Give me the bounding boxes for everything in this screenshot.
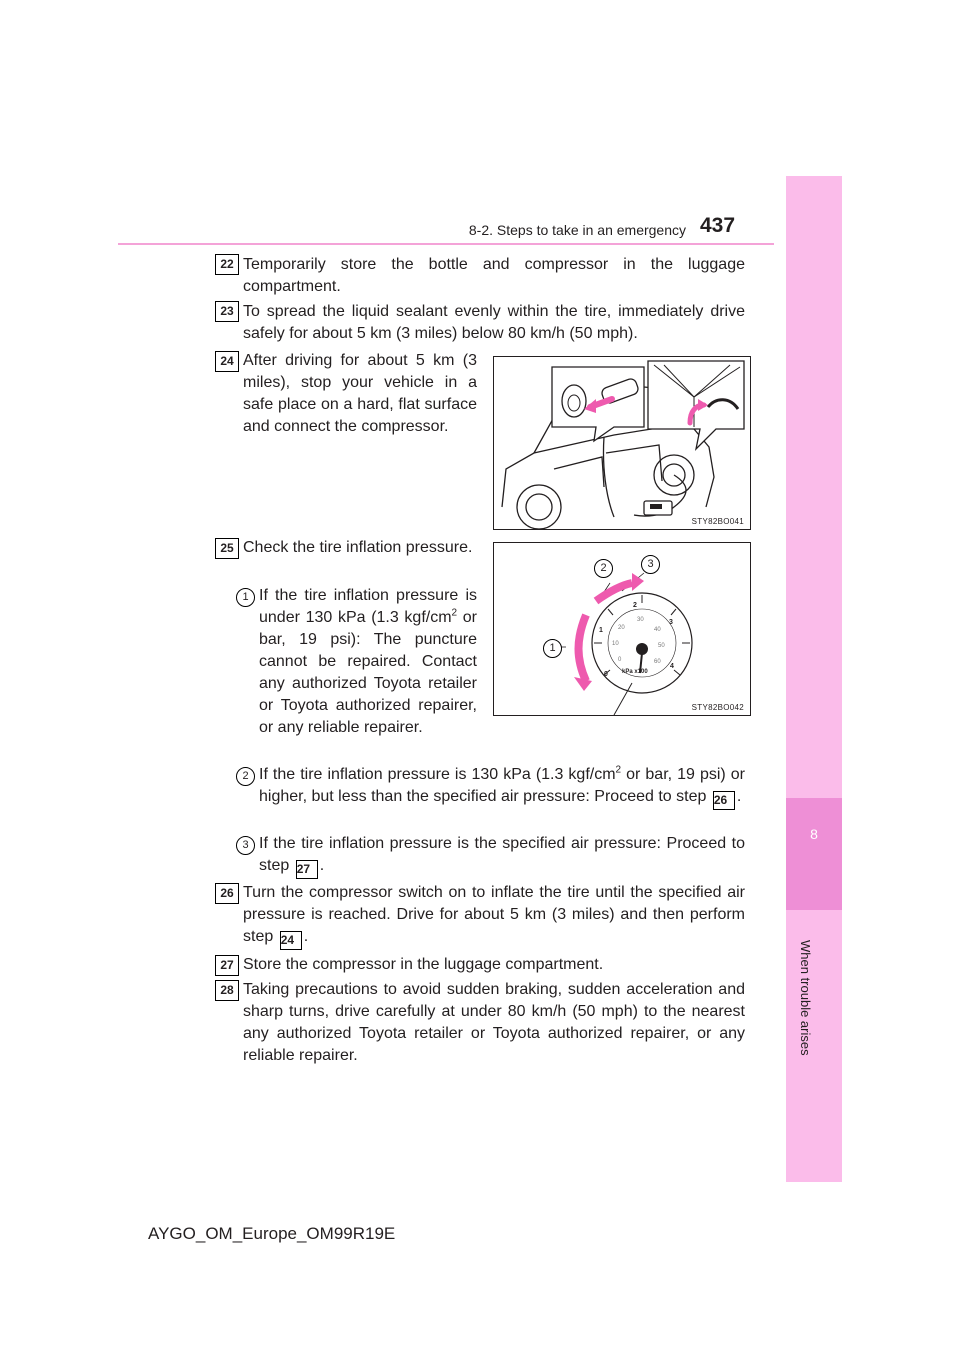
step-marker-28: 28 — [215, 980, 239, 1001]
header-rule — [118, 243, 774, 245]
step-ref-27: 27 — [296, 860, 318, 879]
condition-marker-1: 1 — [236, 588, 255, 607]
condition-marker-2: 2 — [236, 767, 255, 786]
gauge-tick-inner-60: 60 — [654, 659, 661, 665]
figure-connect-compressor — [493, 356, 751, 530]
gauge-tick-inner-10: 10 — [612, 641, 619, 647]
gauge-tick-outer-3: 3 — [669, 619, 673, 626]
gauge-tick-outer-4: 4 — [670, 663, 674, 670]
step-marker-22: 22 — [215, 254, 239, 275]
condition-marker-3: 3 — [236, 836, 255, 855]
gauge-tick-outer-1: 1 — [599, 627, 603, 634]
chapter-side-tab — [786, 176, 842, 1182]
gauge-callout-3: 3 — [641, 555, 660, 574]
condition-2-text: If the tire inflation pressure is 130 kPa (1.3 kgf/$cm^2$ or bar, 19 psi) or higher, but less than the specified air pressure: Proceed to step 26 . — [259, 764, 745, 810]
gauge-tick-inner-20: 20 — [618, 625, 625, 631]
step-27-text: Store the compressor in the luggage compartment. — [243, 956, 604, 973]
document-id: AYGO_OM_Europe_OM99R19E — [148, 1224, 396, 1243]
figure-code: STY82BO042 — [691, 703, 744, 712]
step-22-text: Temporarily store the bottle and compressor in the luggage compartment. — [243, 256, 745, 295]
step-marker-24: 24 — [215, 351, 239, 372]
gauge-callout-2: 2 — [594, 559, 613, 578]
gauge-tick-outer-0: 0 — [604, 671, 608, 678]
gauge-tick-outer-2: 2 — [633, 602, 637, 609]
chapter-title: When trouble arises — [798, 940, 813, 1056]
page-number: 437 — [700, 214, 736, 237]
compressor-shape — [644, 501, 672, 515]
step-26-text: Turn the compressor switch on to inflate the tire until the specified air pressure is reached. Drive for about 5 km (3 miles) and then perform step 24 . — [243, 882, 745, 950]
gauge-callout-1: 1 — [543, 639, 562, 658]
car-compressor-illustration — [494, 357, 750, 529]
step-23-text: To spread the liquid sealant evenly within the tire, immediately drive safely for about 5 km (3 miles) below 80 km/h (50 mph). — [243, 303, 745, 342]
step-marker-25: 25 — [215, 538, 239, 559]
gauge-tick-inner-40: 40 — [654, 627, 661, 633]
gauge-tick-inner-50: 50 — [658, 643, 665, 649]
step-marker-26: 26 — [215, 883, 239, 904]
condition-1-text: If the tire inflation pressure is under 130 kPa (1.3 kgf/$cm^2$ or bar, 19 psi): The puncture cannot be repaired. Contact any authorized Toyota retailer or Toyota authorized repairer, or any reliable repairer. — [259, 587, 478, 736]
gauge-tick-inner-0: 0 — [618, 657, 622, 663]
step-24-text: After driving for about 5 km (3 miles), stop your vehicle in a safe place on a hard, flat surface and connect the compressor. — [243, 352, 477, 435]
condition-3-text: If the tire inflation pressure is the specified air pressure: Proceed to step 27 . — [259, 833, 745, 879]
chapter-number: 8 — [810, 826, 818, 842]
step-marker-23: 23 — [215, 301, 239, 322]
gauge-unit-label: kPa x100 — [622, 669, 648, 675]
section-title: 8-2. Steps to take in an emergency — [468, 222, 686, 238]
chapter-number-block — [786, 798, 842, 910]
figure-pressure-gauge — [493, 542, 751, 716]
step-ref-26: 26 — [713, 791, 735, 810]
figure-code: STY82BO041 — [691, 517, 744, 526]
gauge-tick-inner-30: 30 — [637, 617, 644, 623]
step-ref-24: 24 — [280, 931, 302, 950]
step-marker-27: 27 — [215, 955, 239, 976]
step-25-text: Check the tire inflation pressure. — [243, 539, 473, 556]
step-28-text: Taking precautions to avoid sudden braking, sudden acceleration and sharp turns, drive carefully at under 80 km/h (50 mph) to the nearest any authorized Toyota retailer or Toyota authorized repairer, or any reliable repairer. — [243, 981, 745, 1064]
